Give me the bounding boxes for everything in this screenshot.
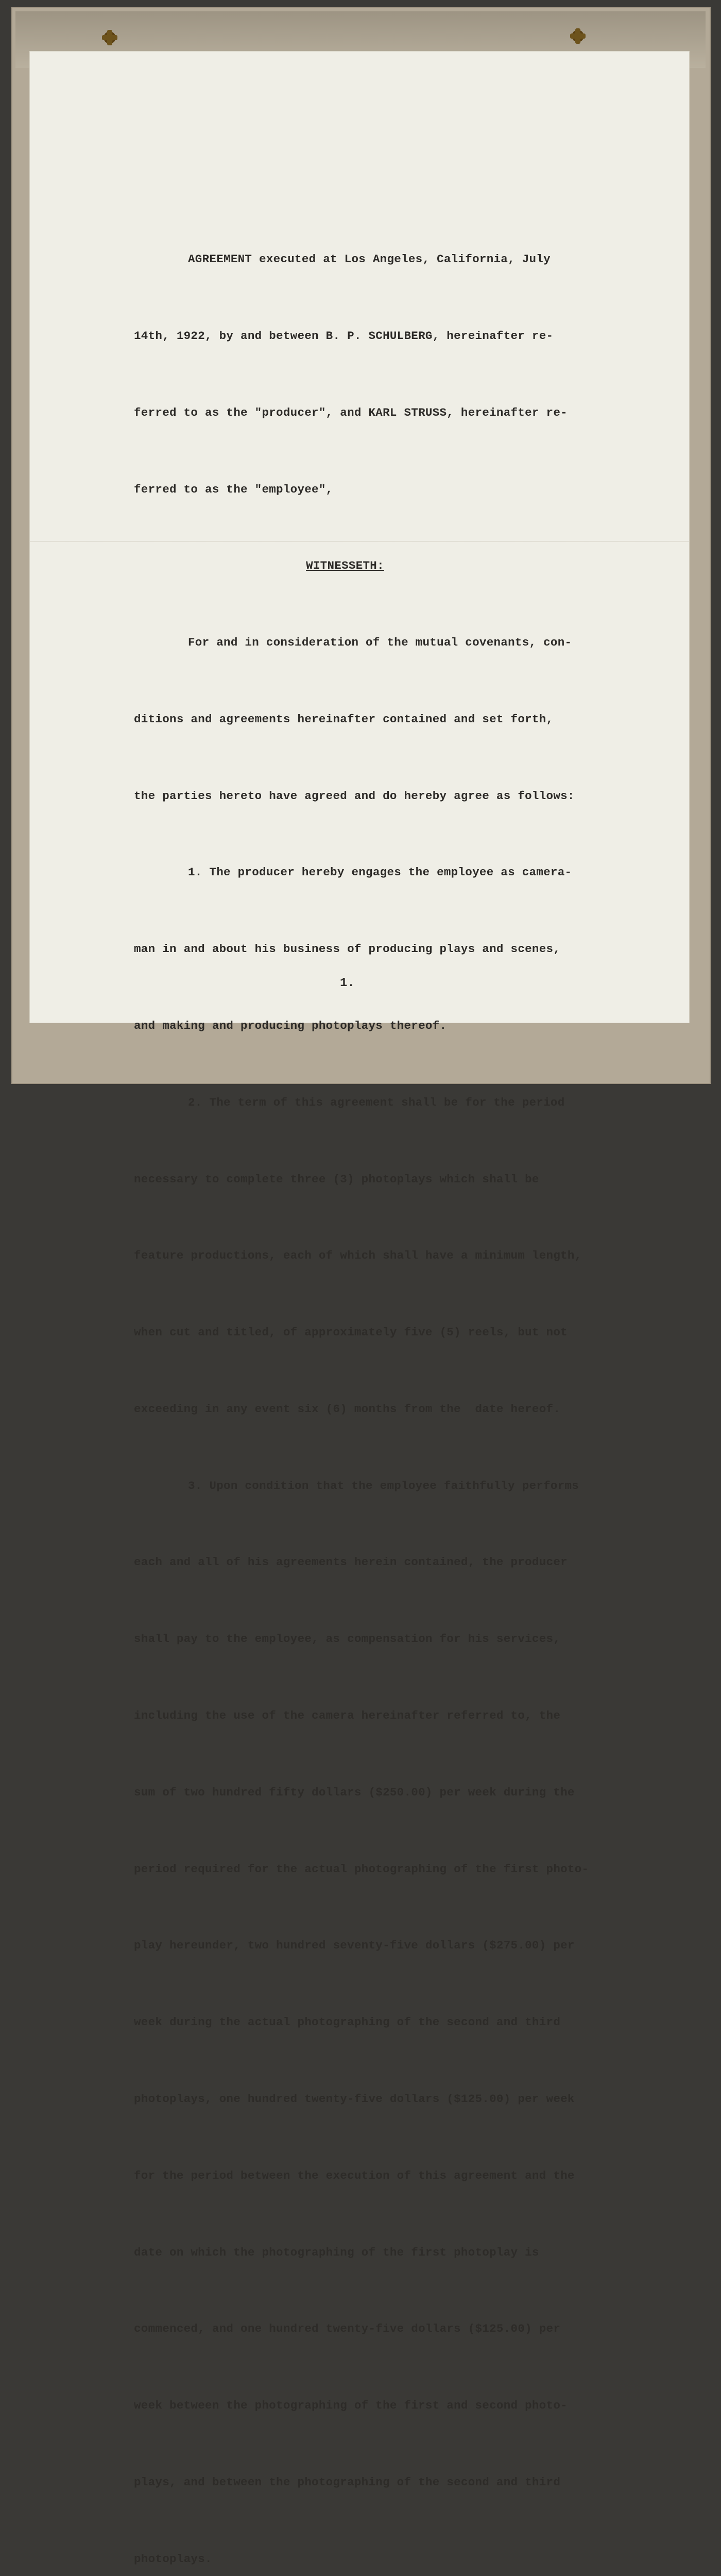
text-line: including the use of the camera hereinafter referred to, the	[134, 1709, 561, 1723]
clause-3-line: 3. Upon condition that the employee faithfully performs	[188, 1479, 579, 1493]
text-line: sum of two hundred fifty dollars ($250.00) per week during the	[134, 1785, 575, 1799]
witnesseth-heading: WITNESSETH:	[306, 559, 384, 573]
text-line: photoplays, one hundred twenty-five dollars ($125.00) per week	[134, 2092, 575, 2106]
clause-1-line: 1. The producer hereby engages the employee as camera-	[188, 866, 572, 879]
text-line: For and in consideration of the mutual covenants, con-	[188, 636, 572, 650]
text-line: plays, and between the photographing of the second and third	[134, 2475, 561, 2489]
text-line: feature productions, each of which shall have a minimum length,	[134, 1249, 582, 1263]
text-line: commenced, and one hundred twenty-five dollars ($125.00) per	[134, 2322, 561, 2336]
text-line: play hereunder, two hundred seventy-five dollars ($275.00) per	[134, 1939, 575, 1953]
text-line: date on which the photographing of the first photoplay is	[134, 2245, 539, 2259]
text-line: week between the photographing of the first and second photo-	[134, 2399, 568, 2413]
text-line: when cut and titled, of approximately five (5) reels, but not	[134, 1326, 568, 1340]
text-line: 14th, 1922, by and between B. P. SCHULBERG, hereinafter re-	[134, 329, 554, 343]
text-line: week during the actual photographing of the second and third	[134, 2015, 561, 2029]
text-line: and making and producing photoplays thereof.	[134, 1019, 447, 1032]
text-line: the parties hereto have agreed and do hereby agree as follows:	[134, 789, 575, 803]
text-line: for the period between the execution of this agreement and the	[134, 2168, 575, 2182]
text-line: shall pay to the employee, as compensation for his services,	[134, 1632, 561, 1646]
text-line: AGREEMENT executed at Los Angeles, California, July	[188, 252, 551, 266]
fastener-left-icon	[102, 30, 117, 45]
text-line: man in and about his business of producing plays and scenes,	[134, 942, 561, 956]
clause-2-line: 2. The term of this agreement shall be for the period	[188, 1095, 565, 1109]
text-line: each and all of his agreements herein contained, the producer	[134, 1555, 568, 1569]
text-line: ferred to as the "employee",	[134, 482, 333, 496]
text-line: period required for the actual photographing of the first photo-	[134, 1862, 589, 1876]
page-number: 1.	[340, 976, 355, 990]
text-line: exceeding in any event six (6) months from the date hereof.	[134, 1402, 561, 1416]
text-line: ditions and agreements hereinafter contained and set forth,	[134, 712, 554, 726]
text-line: ferred to as the "producer", and KARL STRUSS, hereinafter re-	[134, 405, 568, 419]
agreement-text	[134, 196, 618, 2576]
fastener-right-icon	[570, 28, 586, 44]
text-line: necessary to complete three (3) photoplays which shall be	[134, 1172, 539, 1186]
text-line: photoplays.	[134, 2552, 212, 2566]
